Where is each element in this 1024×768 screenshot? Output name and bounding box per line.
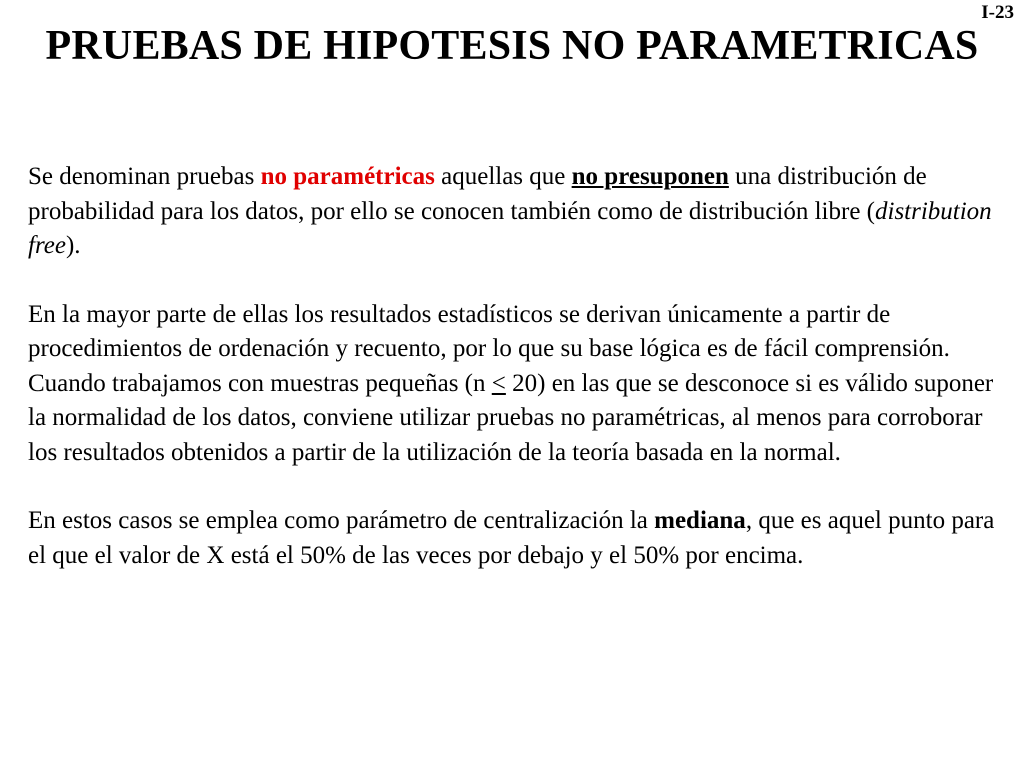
term-mediana: mediana bbox=[654, 507, 746, 534]
definition-text-2: aquellas que bbox=[434, 163, 572, 190]
paragraph-procedures bbox=[28, 298, 1003, 471]
slide-title: PRUEBAS DE HIPOTESIS NO PARAMETRICAS bbox=[45, 23, 979, 69]
median-text-2: , que es aquel punto para el que el valor de X está el 50% de las veces por debajo y el 50% por encima. bbox=[28, 507, 995, 569]
paragraph-definition bbox=[28, 160, 1003, 264]
paragraph-median bbox=[28, 504, 1003, 573]
term-no-presuponen: no presuponen bbox=[571, 163, 729, 190]
definition-text-1: Se denominan pruebas bbox=[28, 163, 261, 190]
procedures-text-1: En la mayor parte de ellas los resultados estadísticos se derivan únicamente a partir de procedimientos de ordenación y recuento, por lo que su base lógica es de fácil comprensión. Cuando trabajamos con muestras pequeñas (n bbox=[28, 300, 950, 397]
slide-number: I-23 bbox=[981, 2, 1014, 23]
term-no-parametricas: no paramétricas bbox=[260, 163, 435, 190]
median-text-1: En estos casos se emplea como parámetro de centralización la bbox=[28, 507, 655, 534]
definition-text-4: ). bbox=[65, 232, 81, 259]
term-distribution-free: distribution free bbox=[28, 197, 992, 259]
less-equal-symbol: < bbox=[491, 369, 506, 397]
procedures-text-2: 20) en las que se desconoce si es válido suponer la normalidad de los datos, conviene utilizar pruebas no paramétricas, al menos para corroborar los resultados obtenidos a partir de la utilización de la teoría basada en la normal. bbox=[28, 369, 994, 466]
slide-body bbox=[28, 160, 1003, 573]
definition-text-3: una distribución de probabilidad para los datos, por ello se conocen también como de distribución libre ( bbox=[28, 163, 927, 225]
